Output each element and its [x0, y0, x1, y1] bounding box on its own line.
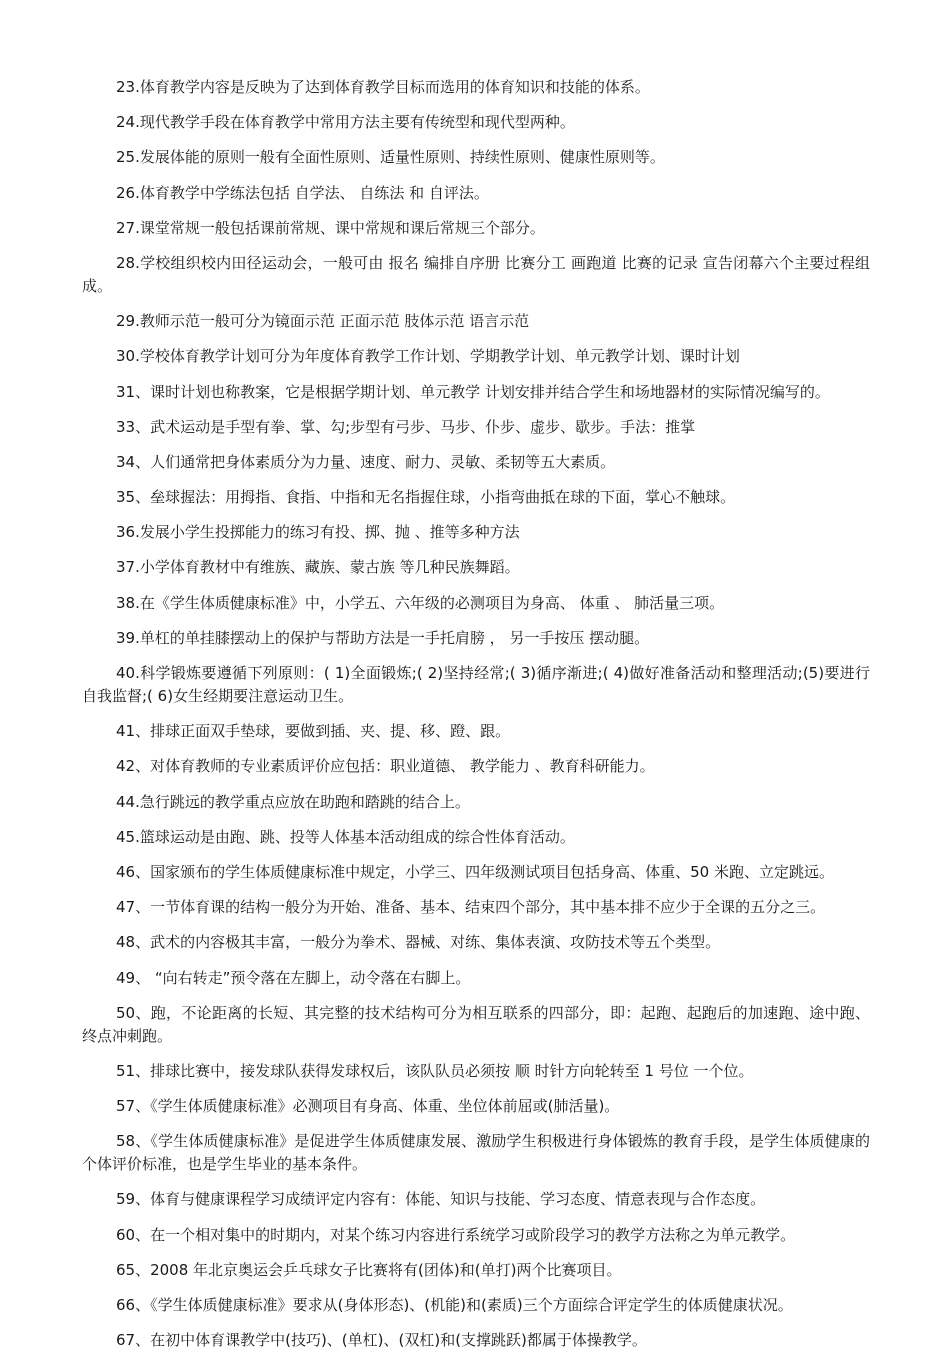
list-item: 45.篮球运动是由跑、跳、投等人体基本活动组成的综合性体育活动。 — [116, 827, 575, 846]
list-item: 38.在《学生体质健康标准》中，小学五、六年级的必测项目为身高、 体重 、 肺活量三项。 — [116, 593, 725, 612]
list-item: 47、一节体育课的结构一般分为开始、准备、基本、结束四个部分，其中基本排不应少于全课的五分之三。 — [116, 898, 826, 917]
list-item: 48、武术的内容极其丰富，一般分为拳术、器械、对练、集体表演、攻防技术等五个类型。 — [116, 933, 721, 952]
list-item: 24.现代教学手段在体育教学中常用方法主要有传统型和现代型两种。 — [116, 113, 575, 132]
list-item: 41、排球正面双手垫球，要做到插、夹、提、移、蹬、跟。 — [116, 722, 511, 741]
list-item: 26.体育教学中学练法包括 自学法、 自练法 和 自评法。 — [116, 183, 489, 202]
list-item: 25.发展体能的原则一般有全面性原则、适量性原则、持续性原则、健康性原则等。 — [116, 148, 665, 167]
list-item: 51、排球比赛中，接发球队获得发球权后，该队队员必须按 顺 时针方向轮转至 1 号位 一个位。 — [116, 1061, 754, 1080]
list-item: 40.科学锻炼要遵循下列原则：( 1)全面锻炼;( 2)坚持经常;( 3)循序渐进;( 4)做好准备活动和整理活动;(5)要进行自我监督;( 6)女生经期要注意运动卫生。 — [82, 664, 870, 705]
list-item: 31、课时计划也称教案，它是根据学期计划、单元教学 计划安排并结合学生和场地器材的实际情况编写的。 — [116, 382, 830, 401]
list-item: 58、《学生体质健康标准》是促进学生体质健康发展、激励学生积极进行身体锻炼的教育手段，是学生体质健康的个体评价标准，也是学生毕业的基本条件。 — [82, 1132, 870, 1174]
list-item: 59、体育与健康课程学习成绩评定内容有：体能、知识与技能、学习态度、情意表现与合作态度。 — [116, 1190, 766, 1209]
list-item: 28.学校组织校内田径运动会，一般可由 报名 编排自序册 比赛分工 画跑道 比赛的记录 宣告闭幕六个主要过程组成。 — [82, 253, 870, 295]
list-item: 65、2008 年北京奥运会乒乓球女子比赛将有(团体)和(单打)两个比赛项目。 — [116, 1260, 622, 1279]
list-item: 36.发展小学生投掷能力的练习有投、掷、抛 、推等多种方法 — [116, 523, 520, 542]
list-item: 42、对体育教师的专业素质评价应包括：职业道德、 教学能力 、教育科研能力。 — [116, 757, 655, 776]
list-item: 66、《学生体质健康标准》要求从(身体形态)、(机能)和(素质)三个方面综合评定学生的体质健康状况。 — [116, 1296, 793, 1314]
list-item: 49、 “向右转走”预令落在左脚上，动令落在右脚上。 — [116, 968, 471, 987]
list-item: 33、武术运动是手型有拳、掌、勾;步型有弓步、马步、仆步、虚步、歇步。手法：推掌 — [116, 417, 696, 436]
list-item: 46、国家颁布的学生体质健康标准中规定，小学三、四年级测试项目包括身高、体重、50 米跑、立定跳远。 — [116, 862, 834, 881]
list-item: 29.教师示范一般可分为镜面示范 正面示范 肢体示范 语言示范 — [116, 312, 530, 331]
list-item: 39.单杠的单挂膝摆动上的保护与帮助方法是一手托肩膀 ， 另一手按压 摆动腿。 — [116, 628, 650, 647]
list-item: 37.小学体育教材中有维族、藏族、蒙古族 等几种民族舞蹈。 — [116, 558, 520, 577]
list-item: 27.课堂常规一般包括课前常规、课中常规和课后常规三个部分。 — [116, 218, 545, 237]
list-item: 44.急行跳远的教学重点应放在助跑和踏跳的结合上。 — [116, 792, 470, 811]
list-item: 60、在一个相对集中的时期内，对某个练习内容进行系统学习或阶段学习的教学方法称之为单元教学。 — [116, 1225, 796, 1244]
list-item: 67、在初中体育课教学中(技巧)、(单杠)、(双杠)和(支撑跳跃)都属于体操教学。 — [116, 1331, 647, 1350]
list-item: 34、人们通常把身体素质分为力量、速度、耐力、灵敏、柔韧等五大素质。 — [116, 452, 616, 471]
list-item: 50、跑，不论距离的长短、其完整的技术结构可分为相互联系的四部分，即：起跑、起跑后的加速跑、途中跑、终点冲刺跑。 — [82, 1003, 870, 1045]
list-item: 30.学校体育教学计划可分为年度体育教学工作计划、学期教学计划、单元教学计划、课时计划 — [116, 347, 740, 366]
list-item: 23.体育教学内容是反映为了达到体育教学目标而选用的体育知识和技能的体系。 — [116, 78, 650, 96]
list-item: 57、《学生体质健康标准》必测项目有身高、体重、坐位体前屈或(肺活量)。 — [116, 1097, 620, 1116]
list-item: 35、垒球握法：用拇指、食指、中指和无名指握住球，小指弯曲抵在球的下面，掌心不触球。 — [116, 488, 736, 507]
